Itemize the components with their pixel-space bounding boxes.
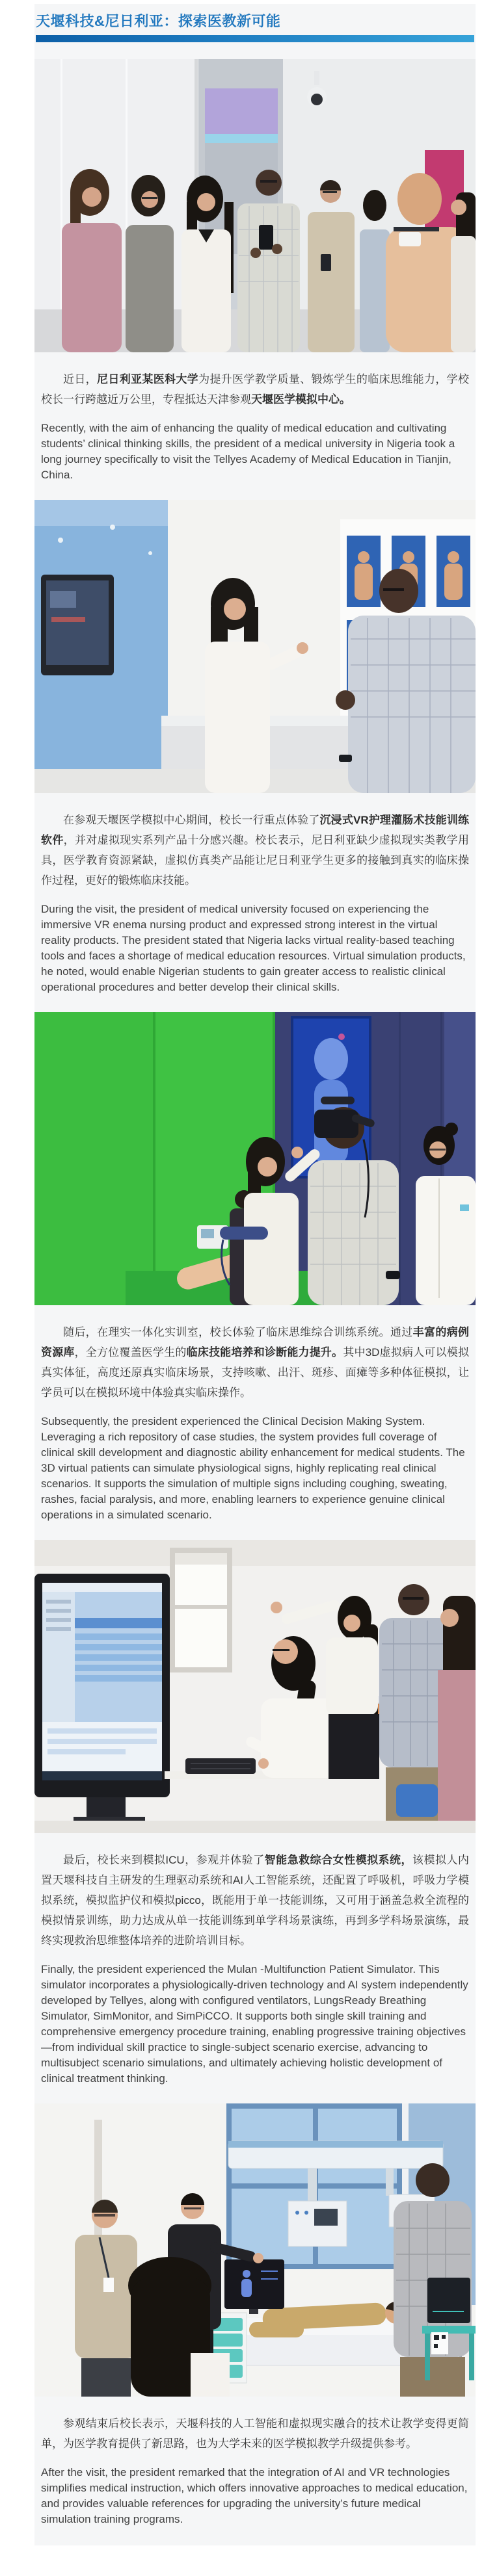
page-title: 天堰科技&尼日利亚：探索医教新可能 (36, 13, 281, 29)
vr-controller (220, 1227, 268, 1240)
paragraph-cn: 随后，在理实一体化实训室，校长体验了临床思维综合训练系统。通过丰富的病例资源库，全方位覆盖医学生的临床技能培养和诊断能力提升。其中3D虚拟病人可以模拟真实体征，高度还原真实临床场景，支持咳嗽、出汗、斑疹、面瘫等多种体征模拟，让学员可以在模拟环境中体验真实临床操作。 (41, 1326, 470, 1399)
article-page (34, 4, 476, 2545)
paragraph-cn: 参观结束后校长表示，天堰科技的人工智能和虚拟现实融合的技术让教学变得更简单，为医学教育提供了新思路，也为大学未来的医学模拟教学升级提供参考。 (41, 2417, 469, 2450)
paragraph-en: After the visit, the president remarked that the integration of AI and VR technologies simplifies medical instruction, which offers innovative approaches to medical education, and provides valuable references for upgrading the university’s future medical simulation training programs. (41, 2466, 468, 2525)
paragraph-cn: 在参观天堰医学模拟中心期间，校长一行重点体验了沉浸式VR护理灌肠术技能训练软件，并对虚拟现实系列产品十分感兴趣。校长表示，尼日利亚缺少虚拟现实类教学用具，医学教育资源紧缺，虚拟仿真类产品能让尼日利亚学生更多的接触到真实的临床操作过程，更好的锻炼临床技能。 (41, 814, 470, 887)
keyboard (185, 1758, 256, 1774)
photo-vr-greenscreen[interactable] (34, 1012, 476, 1305)
photo-showroom-group[interactable] (34, 59, 476, 352)
vr-headset (314, 1110, 358, 1138)
paragraph-cn: 最后，校长来到模拟ICU，参观并体验了智能急救综合女性模拟系统，该模拟人内置天堰科技自主研发的生理驱动系统和AI人工智能系统，还配置了呼吸机，呼吸力学模拟系统，模拟监护仪和模拟picco，既能用于单一技能训练，又可用于涵盖急救全流程的模拟情景训练，助力达成从单一技能训练到单学科场景演练，再到多学科场景演练，最终实现救治思维整体培养的进阶培训目标。 (41, 1854, 470, 1947)
paragraph-en: During the visit, the president of medical university focused on experiencing the immersive VR enema nursing product and expressed strong interest in the virtual reality products. The president stated that Nigeria lacks virtual reality-based teaching tools and faces a shortage of medical education resources. Virtual simulation products, he noted, would enable Nigerian students to gain greater access to realistic clinical operational procedures and better develop their clinical skills. (41, 903, 466, 993)
blue-chair (396, 1784, 438, 1817)
article-section-5 (34, 2103, 476, 2527)
article-section-3 (34, 1012, 476, 1523)
window (170, 1548, 232, 1672)
title-accent-bar (36, 35, 474, 42)
paragraph-en: Subsequently, the president experienced the Clinical Decision Making System. Leveraging a rich repository of case studies, the system provides full coverage of clinical skill development and diagnostic ability enhancement for medical students. The 3D virtual patients can simulate physiological signs, highly replicating real clinical scenarios. It supports the simulation of multiple signs including coughing, sweating, rashes, facial paralysis, and more, enabling learners to experience genuine clinical operations in a simulated scenario. (41, 1415, 465, 1521)
article-section-1 (34, 59, 476, 483)
visitor-pink-right (438, 1596, 476, 1833)
photo-display-cabinets[interactable] (34, 500, 476, 793)
article-section-2 (34, 500, 476, 995)
article-section-4 (34, 1540, 476, 2087)
photo-decision-system[interactable] (34, 1540, 476, 1833)
system-monitor (34, 1574, 170, 1825)
photo-simulated-icu[interactable] (34, 2103, 476, 2397)
paragraph-en: Finally, the president experienced the Mulan -Multifunction Patient Simulator. This simulator incorporates a physiologically-driven technology and AI system independently developed by Tellyes, along with configured ventilators, LungsReady Breathing Simulator, SimMonitor, and SimPiCCO. It supports both single skill training and comprehensive emergency procedure training, enabling progressive training objectives—from individual skill practice to single-subject scenario exercise, advancing to multisubject scenario simulations, and ultimately achieving holistic development of clinical treatment thinking. (41, 1963, 468, 2085)
wall-tv (41, 575, 114, 675)
paragraph-en: Recently, with the aim of enhancing the quality of medical education and cultivating students’ clinical thinking skills, the president of a medical university in Nigeria took a long journey specifically to visit the Tellyes Academy of Medical Education in Tianjin, China. (41, 422, 455, 481)
bedside-monitor (224, 2259, 284, 2314)
paragraph-cn: 近日，尼日利亚某医科大学为提升医学教学质量、锻炼学生的临床思维能力，学校校长一行跨越近万公里，专程抵达天津参观天堰医学模拟中心。 (41, 373, 470, 406)
smartphone (259, 225, 273, 250)
article-header (34, 4, 476, 42)
